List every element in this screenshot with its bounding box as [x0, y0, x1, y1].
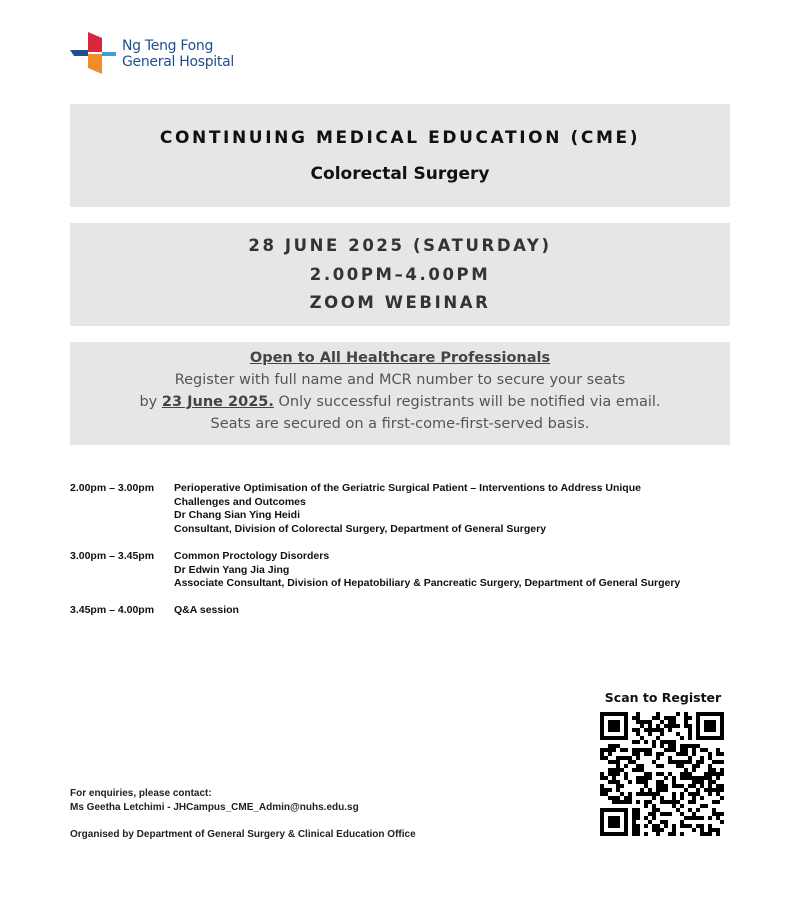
event-details-banner	[70, 223, 730, 326]
programme-topic: Q&A session	[174, 604, 239, 616]
logo-name-line2: General Hospital	[122, 54, 234, 70]
registration-line-3: Seats are secured on a first-come-first-served basis.	[210, 416, 590, 432]
contact-info: Ms Geetha Letchimi - JHCampus_CME_Admin@nuhs.edu.sg	[70, 802, 359, 813]
programme-speaker: Dr Edwin Yang Jia Jing	[174, 563, 290, 576]
qr-label: Scan to Register	[604, 690, 722, 705]
hospital-logo	[70, 30, 250, 76]
programme-time: 3.00pm – 3.45pm	[70, 550, 155, 562]
page-subtitle: Colorectal Surgery	[310, 164, 490, 184]
page-title: CONTINUING MEDICAL EDUCATION (CME)	[159, 128, 641, 148]
audience-heading: Open to All Healthcare Professionals	[249, 350, 551, 366]
registration-line-1: Register with full name and MCR number to secure your seats	[174, 372, 626, 388]
registration-banner	[70, 342, 730, 445]
qr-code[interactable]	[600, 712, 724, 836]
programme-topic-cont: Challenges and Outcomes	[174, 495, 306, 508]
programme-speaker-title: Consultant, Division of Colorectal Surgery, Department of General Surgery	[174, 522, 547, 535]
enquiries-label: For enquiries, please contact:	[70, 788, 212, 799]
programme-speaker: Dr Chang Sian Ying Heidi	[174, 509, 301, 521]
deadline-prefix: by	[139, 394, 162, 410]
registration-deadline: 23 June 2025.	[161, 394, 274, 410]
hospital-cross-icon	[70, 30, 118, 76]
programme-time: 2.00pm – 3.00pm	[70, 482, 155, 494]
event-venue: ZOOM WEBINAR	[309, 293, 491, 312]
deadline-suffix: Only successful registrants will be notified via email.	[273, 394, 661, 410]
title-banner	[70, 104, 730, 207]
event-time: 2.00PM–4.00PM	[309, 265, 491, 284]
logo-name-line1: Ng Teng Fong	[122, 38, 214, 54]
programme-time: 3.45pm – 4.00pm	[70, 604, 155, 616]
programme-topic: Common Proctology Disorders	[174, 550, 330, 562]
programme-speaker-title: Associate Consultant, Division of Hepatobiliary & Pancreatic Surgery, Department of General Surgery	[174, 577, 681, 589]
event-date: 28 JUNE 2025 (SATURDAY)	[248, 236, 552, 255]
organiser-info: Organised by Department of General Surgery & Clinical Education Office	[70, 829, 416, 840]
programme-topic: Perioperative Optimisation of the Geriatric Surgical Patient – Interventions to Address Unique	[174, 482, 641, 494]
registration-deadline-line	[70, 394, 730, 410]
